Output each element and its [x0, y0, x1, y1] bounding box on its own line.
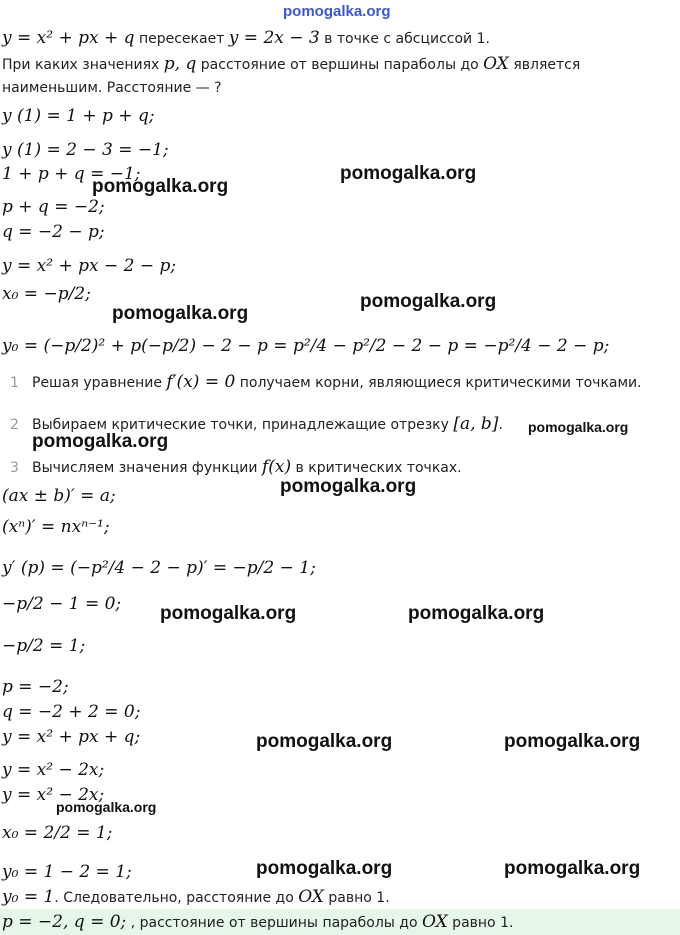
- watermark: pomogalka.org: [112, 303, 249, 324]
- parabola-equation: y = x² + px + q: [2, 28, 135, 48]
- step-line: (xⁿ)′ = nxⁿ⁻¹;: [2, 517, 110, 537]
- watermark: pomogalka.org: [280, 476, 417, 497]
- watermark: pomogalka.org: [256, 858, 393, 879]
- list-item: [10, 372, 642, 392]
- conclusion-text: равно 1.: [323, 890, 390, 906]
- step-line: y₀ = 1 − 2 = 1;: [2, 862, 132, 882]
- list-text: Решая уравнение: [32, 375, 167, 391]
- step-line: y = x² + px + q;: [2, 727, 141, 747]
- step-line: 1 + p + q = −1;: [2, 164, 141, 184]
- step-line: y = x² − 2x;: [2, 785, 105, 805]
- step-line: −p/2 − 1 = 0;: [2, 594, 122, 614]
- step-line: p + q = −2;: [2, 197, 105, 217]
- list-math: [a, b]: [453, 414, 499, 434]
- conclusion-math: y₀ = 1: [2, 887, 55, 907]
- problem-text: При каких значениях: [2, 57, 164, 73]
- step-line: x₀ = 2/2 = 1;: [2, 823, 113, 843]
- problem-line-2: [2, 54, 580, 74]
- watermark: pomogalka.org: [32, 431, 169, 452]
- problem-line-1: [2, 28, 490, 48]
- list-text: Выбираем критические точки, принадлежащие отрезку: [32, 417, 454, 433]
- list-text: Вычисляем значения функции: [32, 460, 262, 476]
- step-line: x₀ = −p/2;: [2, 284, 91, 304]
- answer-text: , расстояние от вершины параболы до: [126, 915, 422, 931]
- step-line: y₀ = (−p/2)² + p(−p/2) − 2 − p = p²/4 − p²/2 − 2 − p = −p²/4 − 2 − p;: [2, 336, 610, 356]
- line-equation: y = 2x − 3: [228, 28, 320, 48]
- watermark: pomogalka.org: [56, 799, 157, 815]
- step-line: −p/2 = 1;: [2, 636, 86, 656]
- list-number: 2: [10, 417, 19, 433]
- list-number: 3: [10, 460, 19, 476]
- watermark: pomogalka.org: [160, 603, 297, 624]
- problem-text: пересекает: [134, 31, 229, 47]
- problem-text: в точке с абсциссой 1.: [319, 31, 490, 47]
- step-line: y = x² + px − 2 − p;: [2, 256, 177, 276]
- step-line: y (1) = 1 + p + q;: [2, 106, 155, 126]
- answer-line: [2, 912, 513, 932]
- watermark: pomogalka.org: [360, 291, 497, 312]
- step-line: (ax ± b)′ = a;: [2, 486, 116, 506]
- watermark: pomogalka.org: [92, 176, 229, 197]
- watermark: pomogalka.org: [528, 419, 629, 435]
- axis-ox: OX: [298, 887, 324, 907]
- step-line: q = −2 − p;: [2, 222, 105, 242]
- list-math: f(x): [261, 457, 292, 477]
- watermark: pomogalka.org: [408, 603, 545, 624]
- axis-ox: OX: [421, 912, 448, 932]
- list-text: .: [498, 417, 503, 433]
- list-text: в критических точках.: [291, 460, 462, 476]
- step-line: y = x² − 2x;: [2, 760, 105, 780]
- step-line: q = −2 + 2 = 0;: [2, 702, 141, 722]
- conclusion-text: . Следовательно, расстояние до: [54, 890, 299, 906]
- step-line: y′ (p) = (−p²/4 − 2 − p)′ = −p/2 − 1;: [2, 558, 316, 578]
- axis-ox: OX: [483, 54, 509, 74]
- list-text: получаем корни, являющиеся критическими точками.: [235, 375, 642, 391]
- watermark: pomogalka.org: [504, 731, 641, 752]
- problem-text: является: [508, 57, 581, 73]
- list-number: 1: [10, 375, 19, 391]
- site-watermark-top[interactable]: pomogalka.org: [283, 3, 391, 20]
- list-item: [10, 457, 462, 477]
- watermark: pomogalka.org: [340, 163, 477, 184]
- step-line: p = −2;: [2, 677, 69, 697]
- list-math: f′(x) = 0: [166, 372, 236, 392]
- problem-line-3: наименьшим. Расстояние — ?: [2, 80, 222, 96]
- step-line: y (1) = 2 − 3 = −1;: [2, 140, 169, 160]
- answer-text: равно 1.: [447, 915, 514, 931]
- answer-math: p = −2, q = 0;: [2, 912, 127, 932]
- watermark: pomogalka.org: [504, 858, 641, 879]
- problem-text: расстояние от вершины параболы до: [196, 57, 484, 73]
- conclusion-line: [2, 887, 390, 907]
- problem-variables: p, q: [163, 54, 197, 74]
- watermark: pomogalka.org: [256, 731, 393, 752]
